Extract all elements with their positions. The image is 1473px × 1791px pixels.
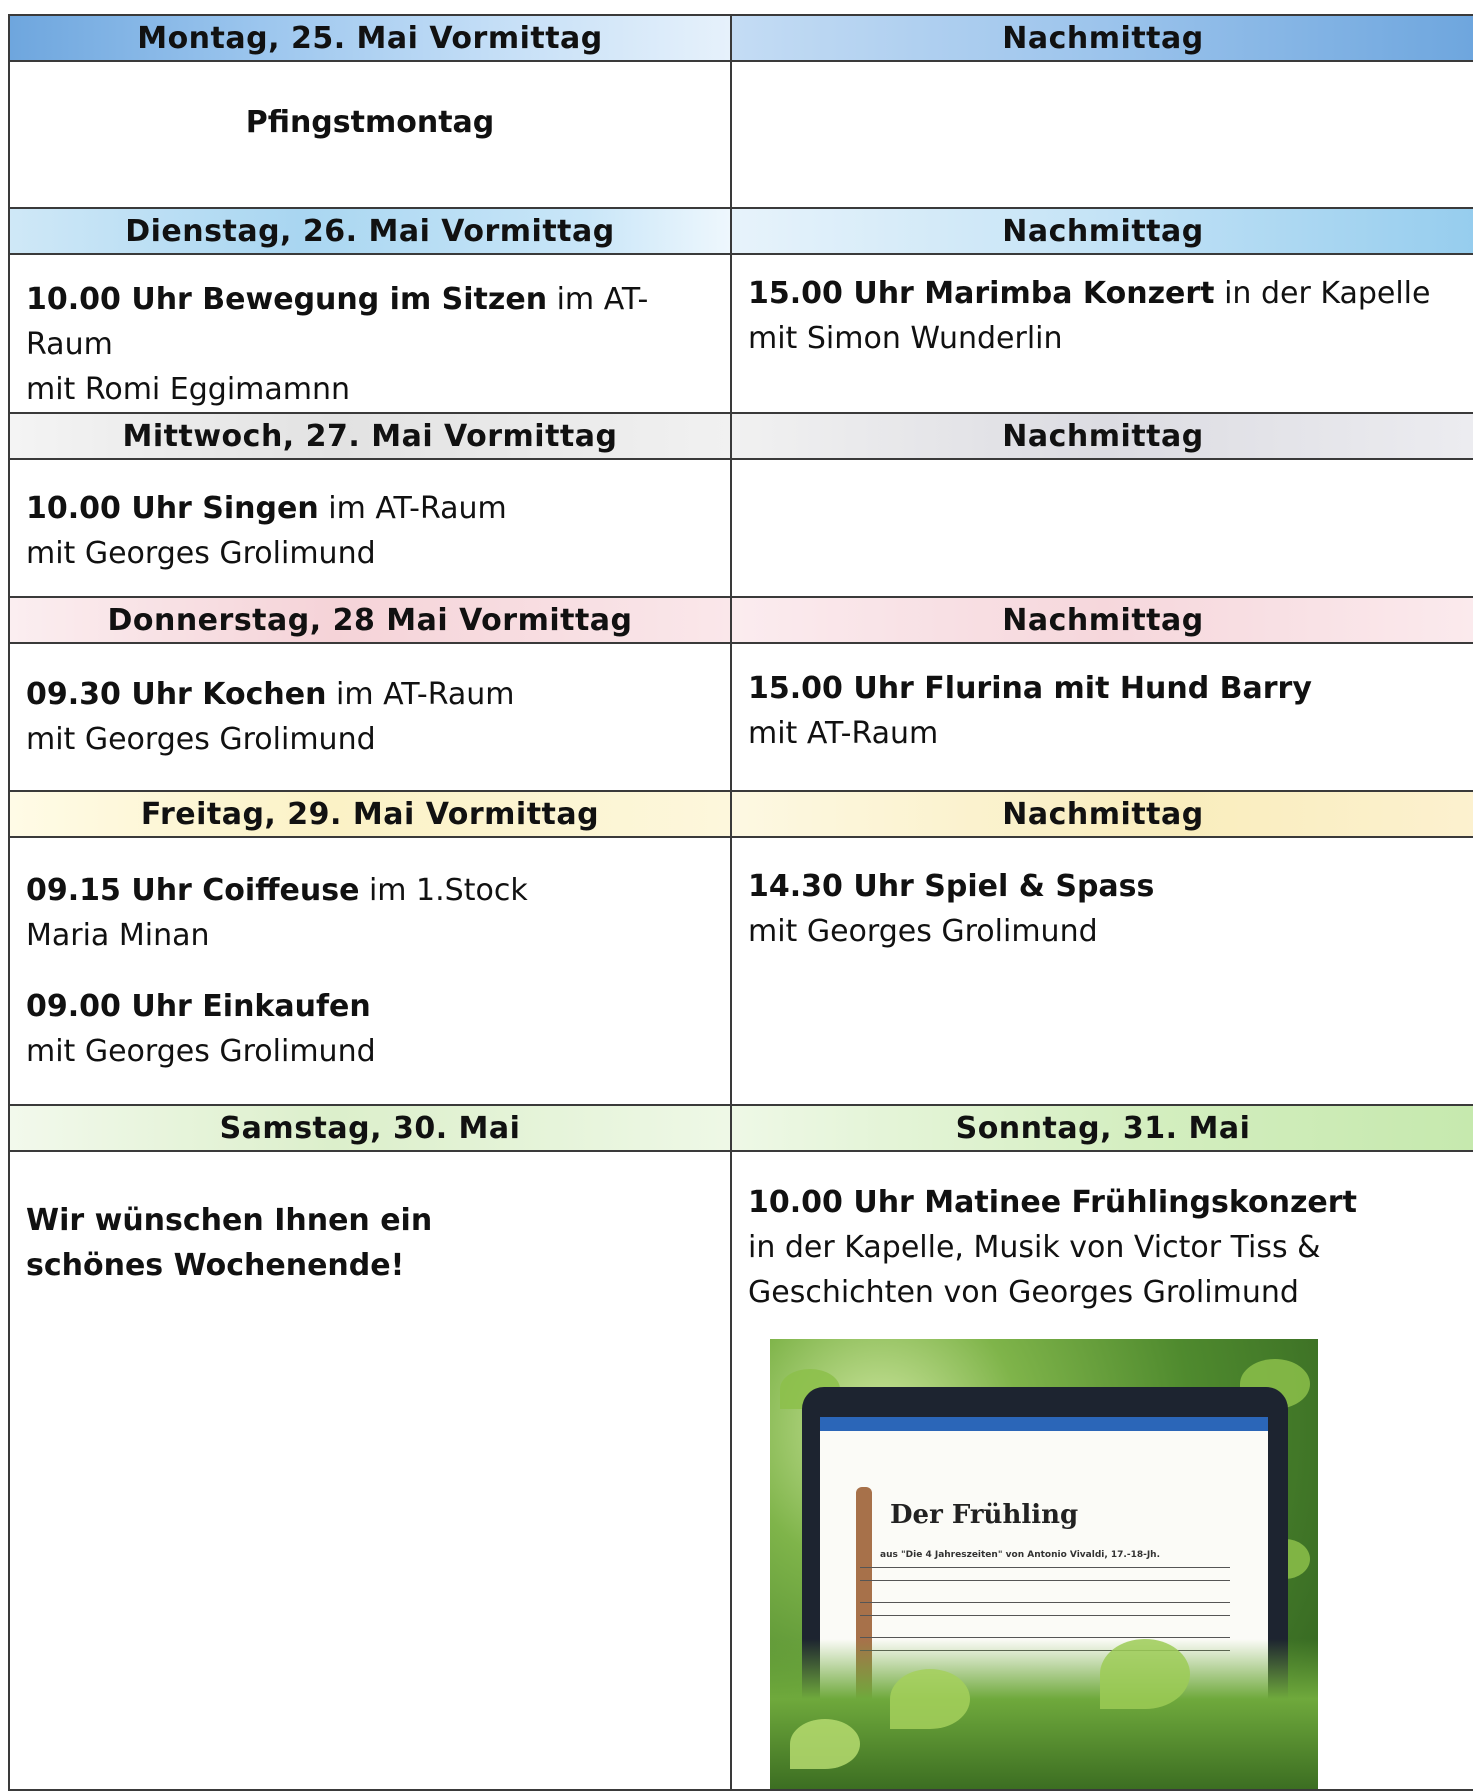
afternoon-header-friday: Nachmittag xyxy=(731,791,1473,837)
event-title: 10.00 Uhr Bewegung im Sitzen xyxy=(26,282,548,317)
sheet-title: Der Frühling xyxy=(890,1500,1079,1530)
event xyxy=(10,644,730,762)
event-host: mit Georges Grolimund xyxy=(26,1034,376,1069)
day-header-monday: Montag, 25. Mai Vormittag xyxy=(9,15,731,61)
day-header-tuesday: Dienstag, 26. Mai Vormittag xyxy=(9,208,731,254)
event-place: in der Kapelle xyxy=(1214,276,1431,311)
event-title: 10.00 Uhr Matinee Frühlingskonzert xyxy=(748,1185,1357,1220)
tuesday-afternoon-cell xyxy=(731,254,1473,413)
saturday-cell xyxy=(9,1151,731,1790)
friday-afternoon-cell xyxy=(731,837,1473,1105)
day-header-wednesday: Mittwoch, 27. Mai Vormittag xyxy=(9,413,731,459)
friday-morning-cell xyxy=(9,837,731,1105)
event xyxy=(732,838,1473,954)
event-place: im AT-Raum xyxy=(318,491,507,526)
event-title: 09.30 Uhr Kochen xyxy=(26,677,327,712)
afternoon-header-wednesday: Nachmittag xyxy=(731,413,1473,459)
thursday-afternoon-cell xyxy=(731,643,1473,791)
event-host: mit Romi Eggimamnn xyxy=(26,372,351,407)
day-header-thursday: Donnerstag, 28 Mai Vormittag xyxy=(9,597,731,643)
sheet-subtitle: aus "Die 4 Jahreszeiten" von Antonio Vivaldi, 17.-18-Jh. xyxy=(880,1550,1161,1560)
thursday-morning-cell xyxy=(9,643,731,791)
sunday-cell xyxy=(731,1151,1473,1790)
event-title: 10.00 Uhr Singen xyxy=(26,491,319,526)
wednesday-afternoon-cell xyxy=(731,459,1473,597)
event-title: 15.00 Uhr Flurina mit Hund Barry xyxy=(748,671,1312,706)
event-place: im AT-Raum xyxy=(26,282,649,362)
event-host: Maria Minan xyxy=(26,918,210,953)
event-title: 14.30 Uhr Spiel & Spass xyxy=(748,869,1155,904)
event xyxy=(732,1152,1473,1315)
event xyxy=(10,838,730,1074)
tuesday-morning-cell xyxy=(9,254,731,413)
wednesday-morning-cell xyxy=(9,459,731,597)
event-host: mit AT-Raum xyxy=(748,716,939,751)
event-title: 09.00 Uhr Einkaufen xyxy=(26,989,371,1024)
event xyxy=(10,255,730,412)
day-header-friday: Freitag, 29. Mai Vormittag xyxy=(9,791,731,837)
monday-morning-cell xyxy=(9,61,731,208)
event-line: in der Kapelle, Musik von Victor Tiss & xyxy=(748,1230,1321,1265)
event-host: mit Georges Grolimund xyxy=(748,914,1098,949)
event-place: im AT-Raum xyxy=(326,677,515,712)
greeting-line: schönes Wochenende! xyxy=(26,1248,405,1283)
afternoon-header-thursday: Nachmittag xyxy=(731,597,1473,643)
event-host: mit Georges Grolimund xyxy=(26,536,376,571)
afternoon-header-monday: Nachmittag xyxy=(731,15,1473,61)
event-title: 09.15 Uhr Coiffeuse xyxy=(26,873,360,908)
day-header-sunday: Sonntag, 31. Mai xyxy=(731,1105,1473,1151)
concert-photo xyxy=(770,1339,1318,1789)
event-line: Geschichten von Georges Grolimund xyxy=(748,1275,1299,1310)
event-host: mit Georges Grolimund xyxy=(26,722,376,757)
afternoon-header-tuesday: Nachmittag xyxy=(731,208,1473,254)
event-place: im 1.Stock xyxy=(359,873,528,908)
weekend-greeting xyxy=(10,1152,730,1288)
event-host: mit Simon Wunderlin xyxy=(748,321,1063,356)
event-title: 15.00 Uhr Marimba Konzert xyxy=(748,276,1215,311)
schedule-table xyxy=(8,14,1473,1791)
monday-afternoon-cell xyxy=(731,61,1473,208)
event xyxy=(10,460,730,576)
greeting-line: Wir wünschen Ihnen ein xyxy=(26,1203,433,1238)
holiday-label: Pfingstmontag xyxy=(245,105,495,140)
event xyxy=(732,255,1473,361)
day-header-saturday: Samstag, 30. Mai xyxy=(9,1105,731,1151)
event xyxy=(732,644,1473,756)
